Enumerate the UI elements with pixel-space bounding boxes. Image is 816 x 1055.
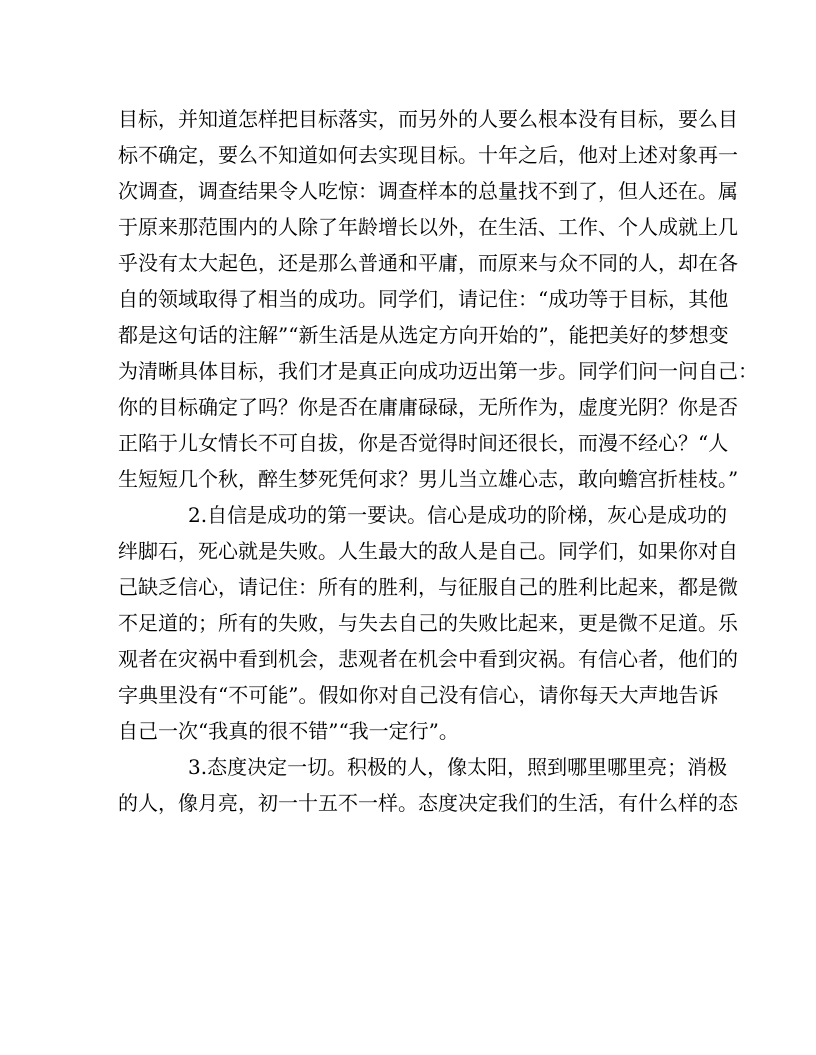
text-line: 3.态度决定一切。积极的人，像太阳，照到哪里哪里亮；消极 [188,755,728,779]
body-text [118,104,758,824]
text-line: 你的目标确定了吗？你是否在庸庸碌碌，无所作为，虚度光阴？你是否 [118,395,738,419]
text-line: 正陷于儿女情长不可自拔，你是否觉得时间还很长，而漫不经心？“人 [118,431,729,455]
text-line: 己缺乏信心，请记住：所有的胜利，与征服自己的胜利比起来，都是微 [118,575,738,599]
text-line: 都是这句话的注解”“新生活是从选定方向开始的”，能把美好的梦想变 [118,323,729,347]
text-line: 次调查，调查结果令人吃惊：调查样本的总量找不到了，但人还在。属 [118,179,738,203]
text-line: 目标，并知道怎样把目标落实，而另外的人要么根本没有目标，要么目 [118,107,738,131]
text-line: 2.自信是成功的第一要诀。信心是成功的阶梯，灰心是成功的 [188,503,728,527]
text-line: 生短短几个秋，醉生梦死凭何求？男儿当立雄心志，敢向蟾宫折桂枝。” [118,467,739,491]
text-line: 不足道的；所有的失败，与失去自己的失败比起来，更是微不足道。乐 [118,611,738,635]
text-line: 字典里没有“不可能”。假如你对自己没有信心，请你每天大声地告诉 [118,683,719,707]
text-line: 观者在灾祸中看到机会，悲观者在机会中看到灾祸。有信心者，他们的 [118,647,738,671]
text-line: 自己一次“我真的很不错”“我一定行”。 [118,719,459,743]
text-line: 标不确定，要么不知道如何去实现目标。十年之后，他对上述对象再一 [118,143,738,167]
text-line: 为清晰具体目标，我们才是真正向成功迈出第一步。同学们问一问自己： [118,359,758,383]
text-line: 的人，像月亮，初一十五不一样。态度决定我们的生活，有什么样的态 [118,791,738,815]
text-line: 于原来那范围内的人除了年龄增长以外，在生活、工作、个人成就上几 [118,215,738,239]
text-line: 乎没有太大起色，还是那么普通和平庸，而原来与众不同的人，却在各 [118,251,738,275]
text-line: 绊脚石，死心就是失败。人生最大的敌人是自己。同学们，如果你对自 [118,539,738,563]
text-line: 自的领域取得了相当的成功。同学们，请记住：“成功等于目标，其他 [118,287,729,311]
